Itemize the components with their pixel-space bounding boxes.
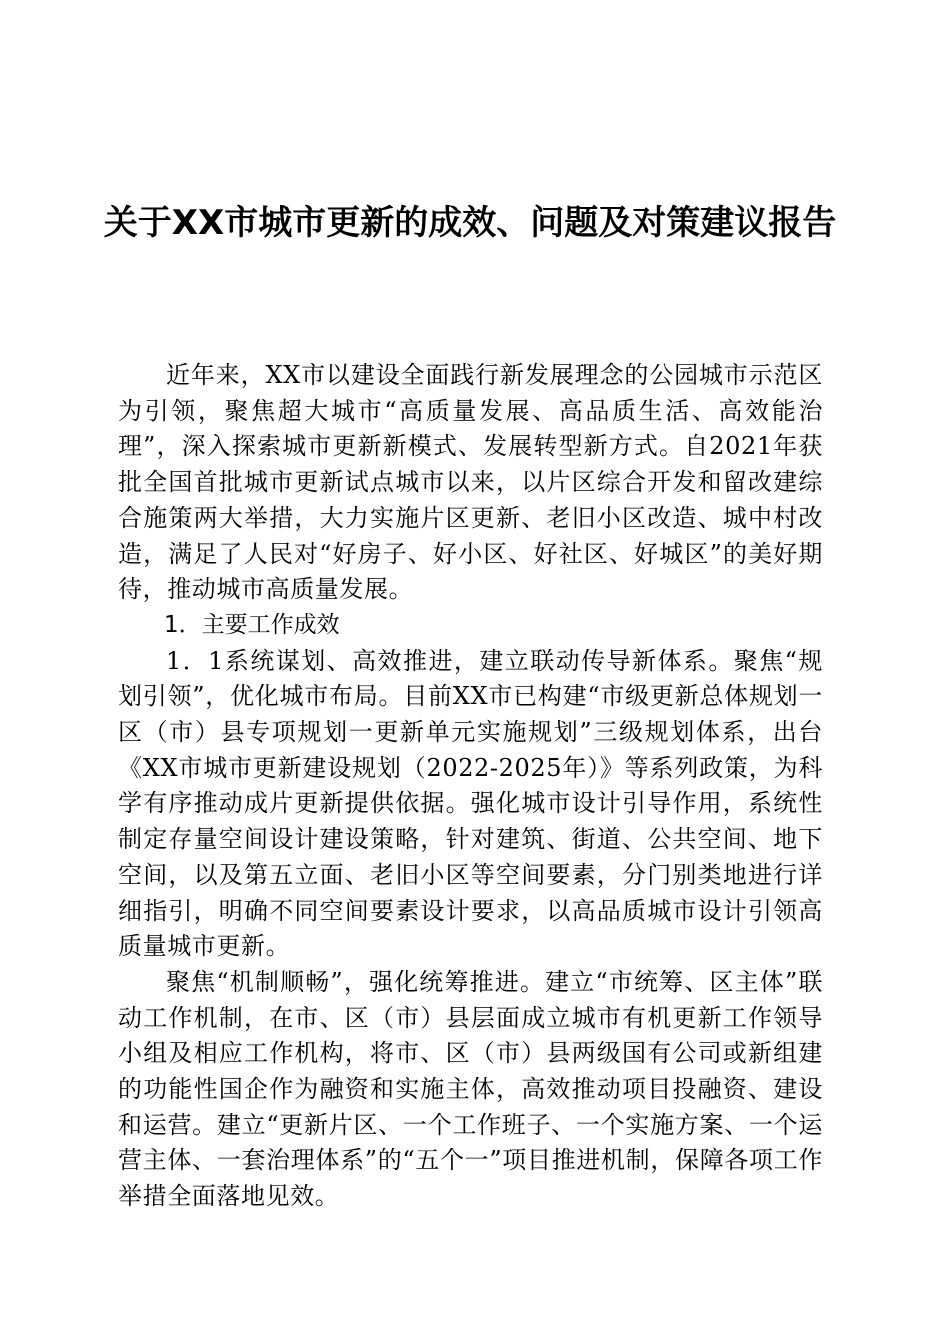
section-paragraph-1: 1．1系统谋划、高效推进，建立联动传导新体系。聚焦“规划引领”，优化城市布局。目前XX市已构建“市级更新总体规划一区（市）县专项规划一更新单元实施规划”三级规划体系，出台《XX市城市更新建设规划（2022-2025年）》等系列政策，为科学有序推动成片更新提供依据。强化城市设计引导作用，系统性制定存量空间设计建设策略，针对建筑、街道、公共空间、地下空间，以及第五立面、老旧小区等空间要素，分门别类地进行详细指引，明确不同空间要素设计要求，以高品质城市设计引领高质量城市更新。 bbox=[118, 646, 823, 961]
section-paragraph-2: 聚焦“机制顺畅”，强化统筹推进。建立“市统筹、区主体”联动工作机制，在市、区（市）县层面成立城市有机更新工作领导小组及相应工作机构，将市、区（市）县两级国有公司或新组建的功能性国企作为融资和实施主体，高效推动项目投融资、建设和运营。建立“更新片区、一个工作班子、一个实施方案、一个运营主体、一套治理体系”的“五个一”项目推进机制，保障各项工作举措全面落地见效。 bbox=[118, 967, 823, 1211]
document-body bbox=[118, 358, 823, 1215]
intro-paragraph: 近年来，XX市以建设全面践行新发展理念的公园城市示范区为引领，聚焦超大城市“高质量发展、高品质生活、高效能治理”，深入探索城市更新新模式、发展转型新方式。自2021年获批全国首批城市更新试点城市以来，以片区综合开发和留改建综合施策两大举措，大力实施片区更新、老旧小区改造、城中村改造，满足了人民对“好房子、好小区、好社区、好城区”的美好期待，推动城市高质量发展。 bbox=[118, 361, 823, 604]
section-heading: 1．主要工作成效 bbox=[164, 611, 340, 638]
document-title: 关于XX市城市更新的成效、问题及对策建议报告 bbox=[103, 203, 837, 243]
